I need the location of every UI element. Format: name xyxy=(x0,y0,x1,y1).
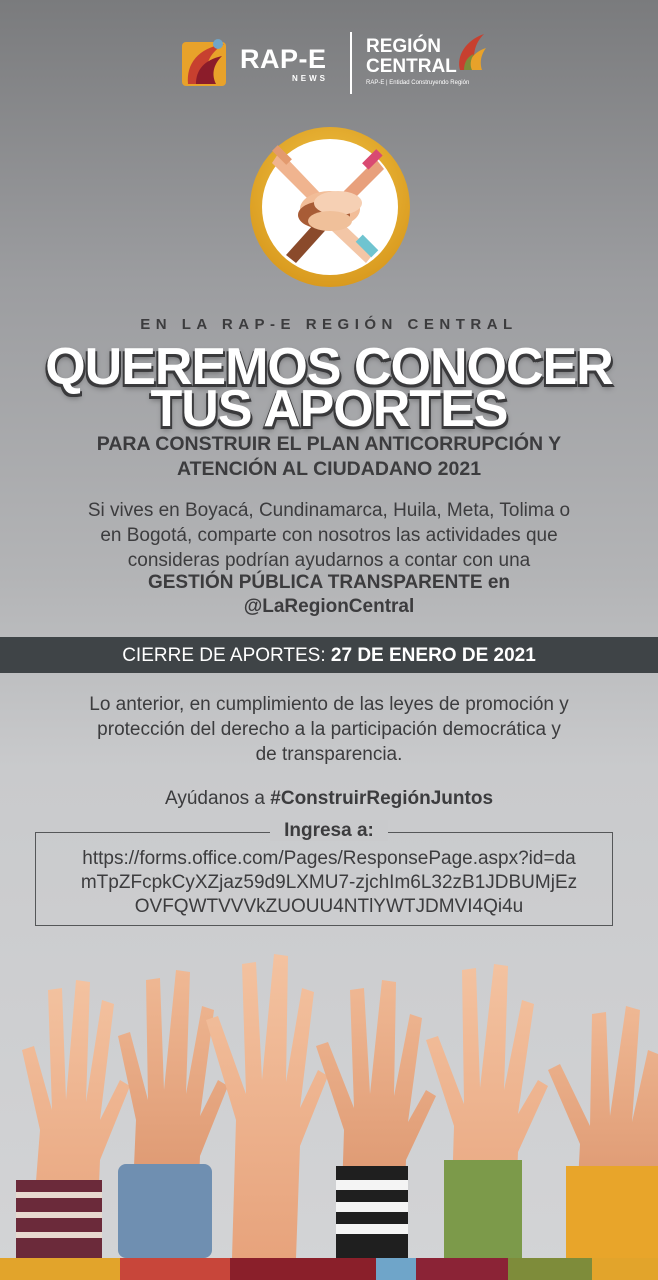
legal-line2: protección del derecho a la participación democrática y xyxy=(97,719,561,740)
headline-line2: TUS APORTES xyxy=(150,380,508,438)
logo-divider xyxy=(350,32,352,94)
subheadline-line2: ATENCIÓN AL CIUDADANO 2021 xyxy=(176,458,482,480)
region-central-logo xyxy=(364,30,494,94)
rape-logo-name: RAP-E xyxy=(240,44,327,74)
body-handle: @LaRegionCentral xyxy=(243,596,415,617)
raised-hand-1 xyxy=(16,980,130,1258)
form-url-line1[interactable]: https://forms.office.com/Pages/ResponsePage.aspx?id=da xyxy=(82,848,576,869)
brand-color-strip xyxy=(0,1258,658,1280)
raised-hand-3 xyxy=(206,954,328,1258)
body-line1: Si vives en Boyacá, Cundinamarca, Huila, Meta, Tolima o xyxy=(87,500,571,521)
strip-segment xyxy=(0,1258,120,1280)
hashtag-prefix: Ayúdanos a xyxy=(164,788,265,809)
deadline-date: 27 DE ENERO DE 2021 xyxy=(330,645,536,666)
strip-segment xyxy=(230,1258,376,1280)
raised-hand-6 xyxy=(548,1006,658,1258)
subheadline-line1: PARA CONSTRUIR EL PLAN ANTICORRUPCIÓN Y xyxy=(96,433,562,455)
raised-hand-5 xyxy=(426,964,548,1258)
form-link-label xyxy=(0,820,658,842)
strip-segment xyxy=(416,1258,508,1280)
joined-hands-emblem-icon xyxy=(250,115,410,297)
strip-segment xyxy=(376,1258,416,1280)
raised-hand-4 xyxy=(316,980,436,1258)
rape-logo-mark-icon xyxy=(178,34,234,90)
strip-segment xyxy=(592,1258,658,1280)
form-url-line3[interactable]: OVFQWTVVVkZUOUU4NTlYWTJDMVI4Qi4u xyxy=(134,896,524,917)
legal-line3: de transparencia. xyxy=(255,744,403,765)
hashtag-tag: #ConstruirRegiónJuntos xyxy=(270,788,494,809)
region-logo-tagline: RAP-E | Entidad Construyendo Región xyxy=(366,80,470,86)
raised-hand-2 xyxy=(118,970,228,1258)
intro-kicker: EN LA RAP-E REGIÓN CENTRAL xyxy=(140,316,518,333)
hashtag-line xyxy=(0,786,658,811)
body-line4: GESTIÓN PÚBLICA TRANSPARENTE en xyxy=(147,572,511,593)
legal-line1: Lo anterior, en cumplimiento de las leyes de promoción y xyxy=(89,694,569,715)
body-line3: consideras podrían ayudarnos a contar con una xyxy=(127,550,531,571)
region-logo-line1: REGIÓN xyxy=(366,36,441,57)
headline-line1: QUEREMOS CONOCER xyxy=(45,338,613,396)
strip-segment xyxy=(508,1258,592,1280)
raised-hands-photo xyxy=(0,930,658,1258)
region-logo-flame-icon xyxy=(454,30,488,74)
deadline-text xyxy=(0,645,658,667)
form-link-label-text: Ingresa a: xyxy=(270,820,388,841)
deadline-label: CIERRE DE APORTES: xyxy=(122,645,326,666)
rape-news-logo xyxy=(178,30,343,94)
region-logo-line2: CENTRAL xyxy=(366,56,457,77)
strip-segment xyxy=(120,1258,230,1280)
form-url-line2[interactable]: mTpZFcpkCyXZjaz59d9LXMU7-zjchIm6L32zB1JDBUMjEz xyxy=(80,872,578,893)
rape-logo-sub: NEWS xyxy=(292,74,328,83)
body-line2: en Bogotá, comparte con nosotros las actividades que xyxy=(100,525,558,546)
